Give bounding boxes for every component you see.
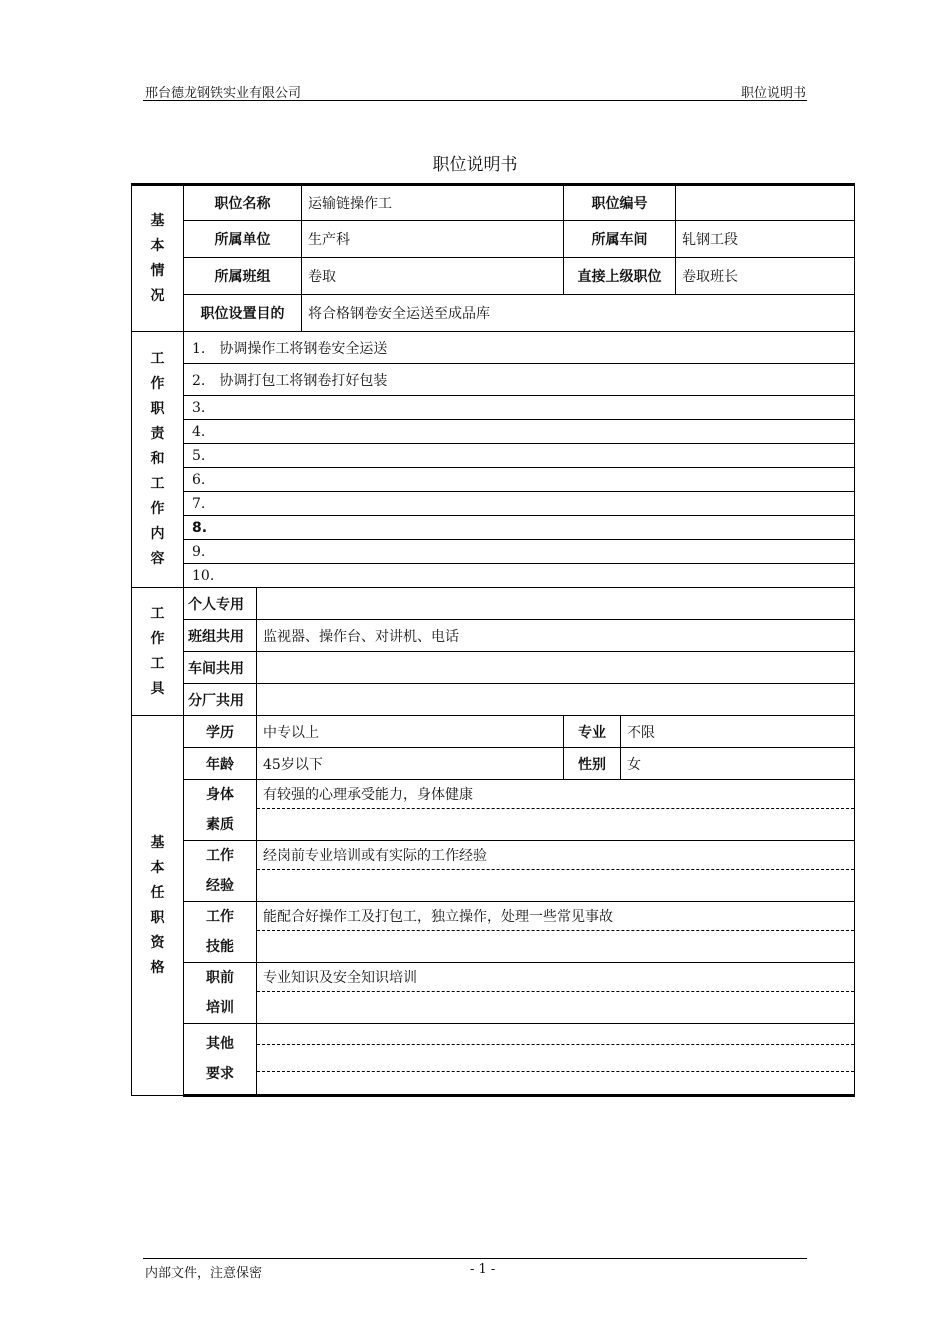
tool-value	[257, 652, 855, 684]
tool-value	[257, 684, 855, 716]
major-value: 不限	[621, 716, 855, 748]
age-label: 年龄	[184, 748, 257, 780]
team-label: 所属班组	[184, 258, 302, 295]
education-value: 中专以上	[257, 716, 564, 748]
header-company: 邢台德龙钢铁实业有限公司	[145, 86, 302, 101]
gender-value: 女	[621, 748, 855, 780]
superior-label: 直接上级职位	[564, 258, 676, 295]
qual-label: 工作技能	[184, 902, 257, 963]
major-label: 专业	[564, 716, 621, 748]
workshop-value: 轧钢工段	[676, 221, 855, 258]
form-table	[131, 183, 855, 1097]
dept-label: 所属单位	[184, 221, 302, 258]
header-doc-type: 职位说明书	[740, 86, 806, 101]
gender-label: 性别	[564, 748, 621, 780]
duty-item: 2. 协调打包工将钢卷打好包装	[184, 364, 855, 396]
tool-label: 班组共用	[184, 620, 257, 652]
qual-value	[257, 780, 855, 841]
duty-item: 4.	[184, 420, 855, 444]
qual-value	[257, 902, 855, 963]
duty-item: 1. 协调操作工将钢卷安全运送	[184, 332, 855, 364]
tool-label: 分厂共用	[184, 684, 257, 716]
section-basic-info: 基本情况	[132, 185, 184, 332]
footer-confidential: 内部文件，注意保密	[145, 1266, 263, 1281]
duty-item: 7.	[184, 492, 855, 516]
purpose-value: 将合格钢卷安全运送至成品库	[302, 295, 855, 332]
footer-page-number: - 1 -	[470, 1262, 496, 1277]
qual-text: 能配合好操作工及打包工，独立操作，处理一些常见事故	[263, 909, 613, 925]
tool-value	[257, 588, 855, 620]
qual-text: 经岗前专业培训或有实际的工作经验	[263, 848, 487, 864]
qual-label: 身体素质	[184, 780, 257, 841]
qual-label: 职前培训	[184, 963, 257, 1024]
purpose-label: 职位设置目的	[184, 295, 302, 332]
qual-value	[257, 841, 855, 902]
qual-value	[257, 963, 855, 1024]
dept-value: 生产科	[302, 221, 564, 258]
qual-label: 其他要求	[184, 1024, 257, 1096]
qual-label: 工作经验	[184, 841, 257, 902]
dashed-line	[257, 869, 854, 870]
section-tools: 工作工具	[132, 588, 184, 716]
duty-item: 3.	[184, 396, 855, 420]
qual-value	[257, 1024, 855, 1096]
header-divider	[143, 100, 807, 101]
dashed-line	[257, 930, 854, 931]
team-value: 卷取	[302, 258, 564, 295]
tool-label: 个人专用	[184, 588, 257, 620]
footer-divider	[143, 1258, 807, 1259]
duty-item: 9.	[184, 540, 855, 564]
dashed-line	[257, 1071, 854, 1072]
section-qualifications: 基本任职资格	[132, 716, 184, 1096]
workshop-label: 所属车间	[564, 221, 676, 258]
duty-item: 10.	[184, 564, 855, 588]
qual-text: 专业知识及安全知识培训	[263, 970, 417, 986]
document-title: 职位说明书	[432, 155, 518, 175]
qual-text: 有较强的心理承受能力，身体健康	[263, 787, 473, 803]
tool-value: 监视器、操作台、对讲机、电话	[257, 620, 855, 652]
position-name-label: 职位名称	[184, 185, 302, 221]
position-code-label: 职位编号	[564, 185, 676, 221]
superior-value: 卷取班长	[676, 258, 855, 295]
dashed-line	[257, 808, 854, 809]
position-name-value: 运输链操作工	[302, 185, 564, 221]
dashed-line	[257, 991, 854, 992]
position-code-value	[676, 185, 855, 221]
education-label: 学历	[184, 716, 257, 748]
job-description-form	[131, 183, 818, 1097]
duty-item: 5.	[184, 444, 855, 468]
duty-item: 8.	[184, 516, 855, 540]
age-value: 45岁以下	[257, 748, 564, 780]
duty-item: 6.	[184, 468, 855, 492]
section-duties: 工作职责和工作内容	[132, 332, 184, 588]
tool-label: 车间共用	[184, 652, 257, 684]
